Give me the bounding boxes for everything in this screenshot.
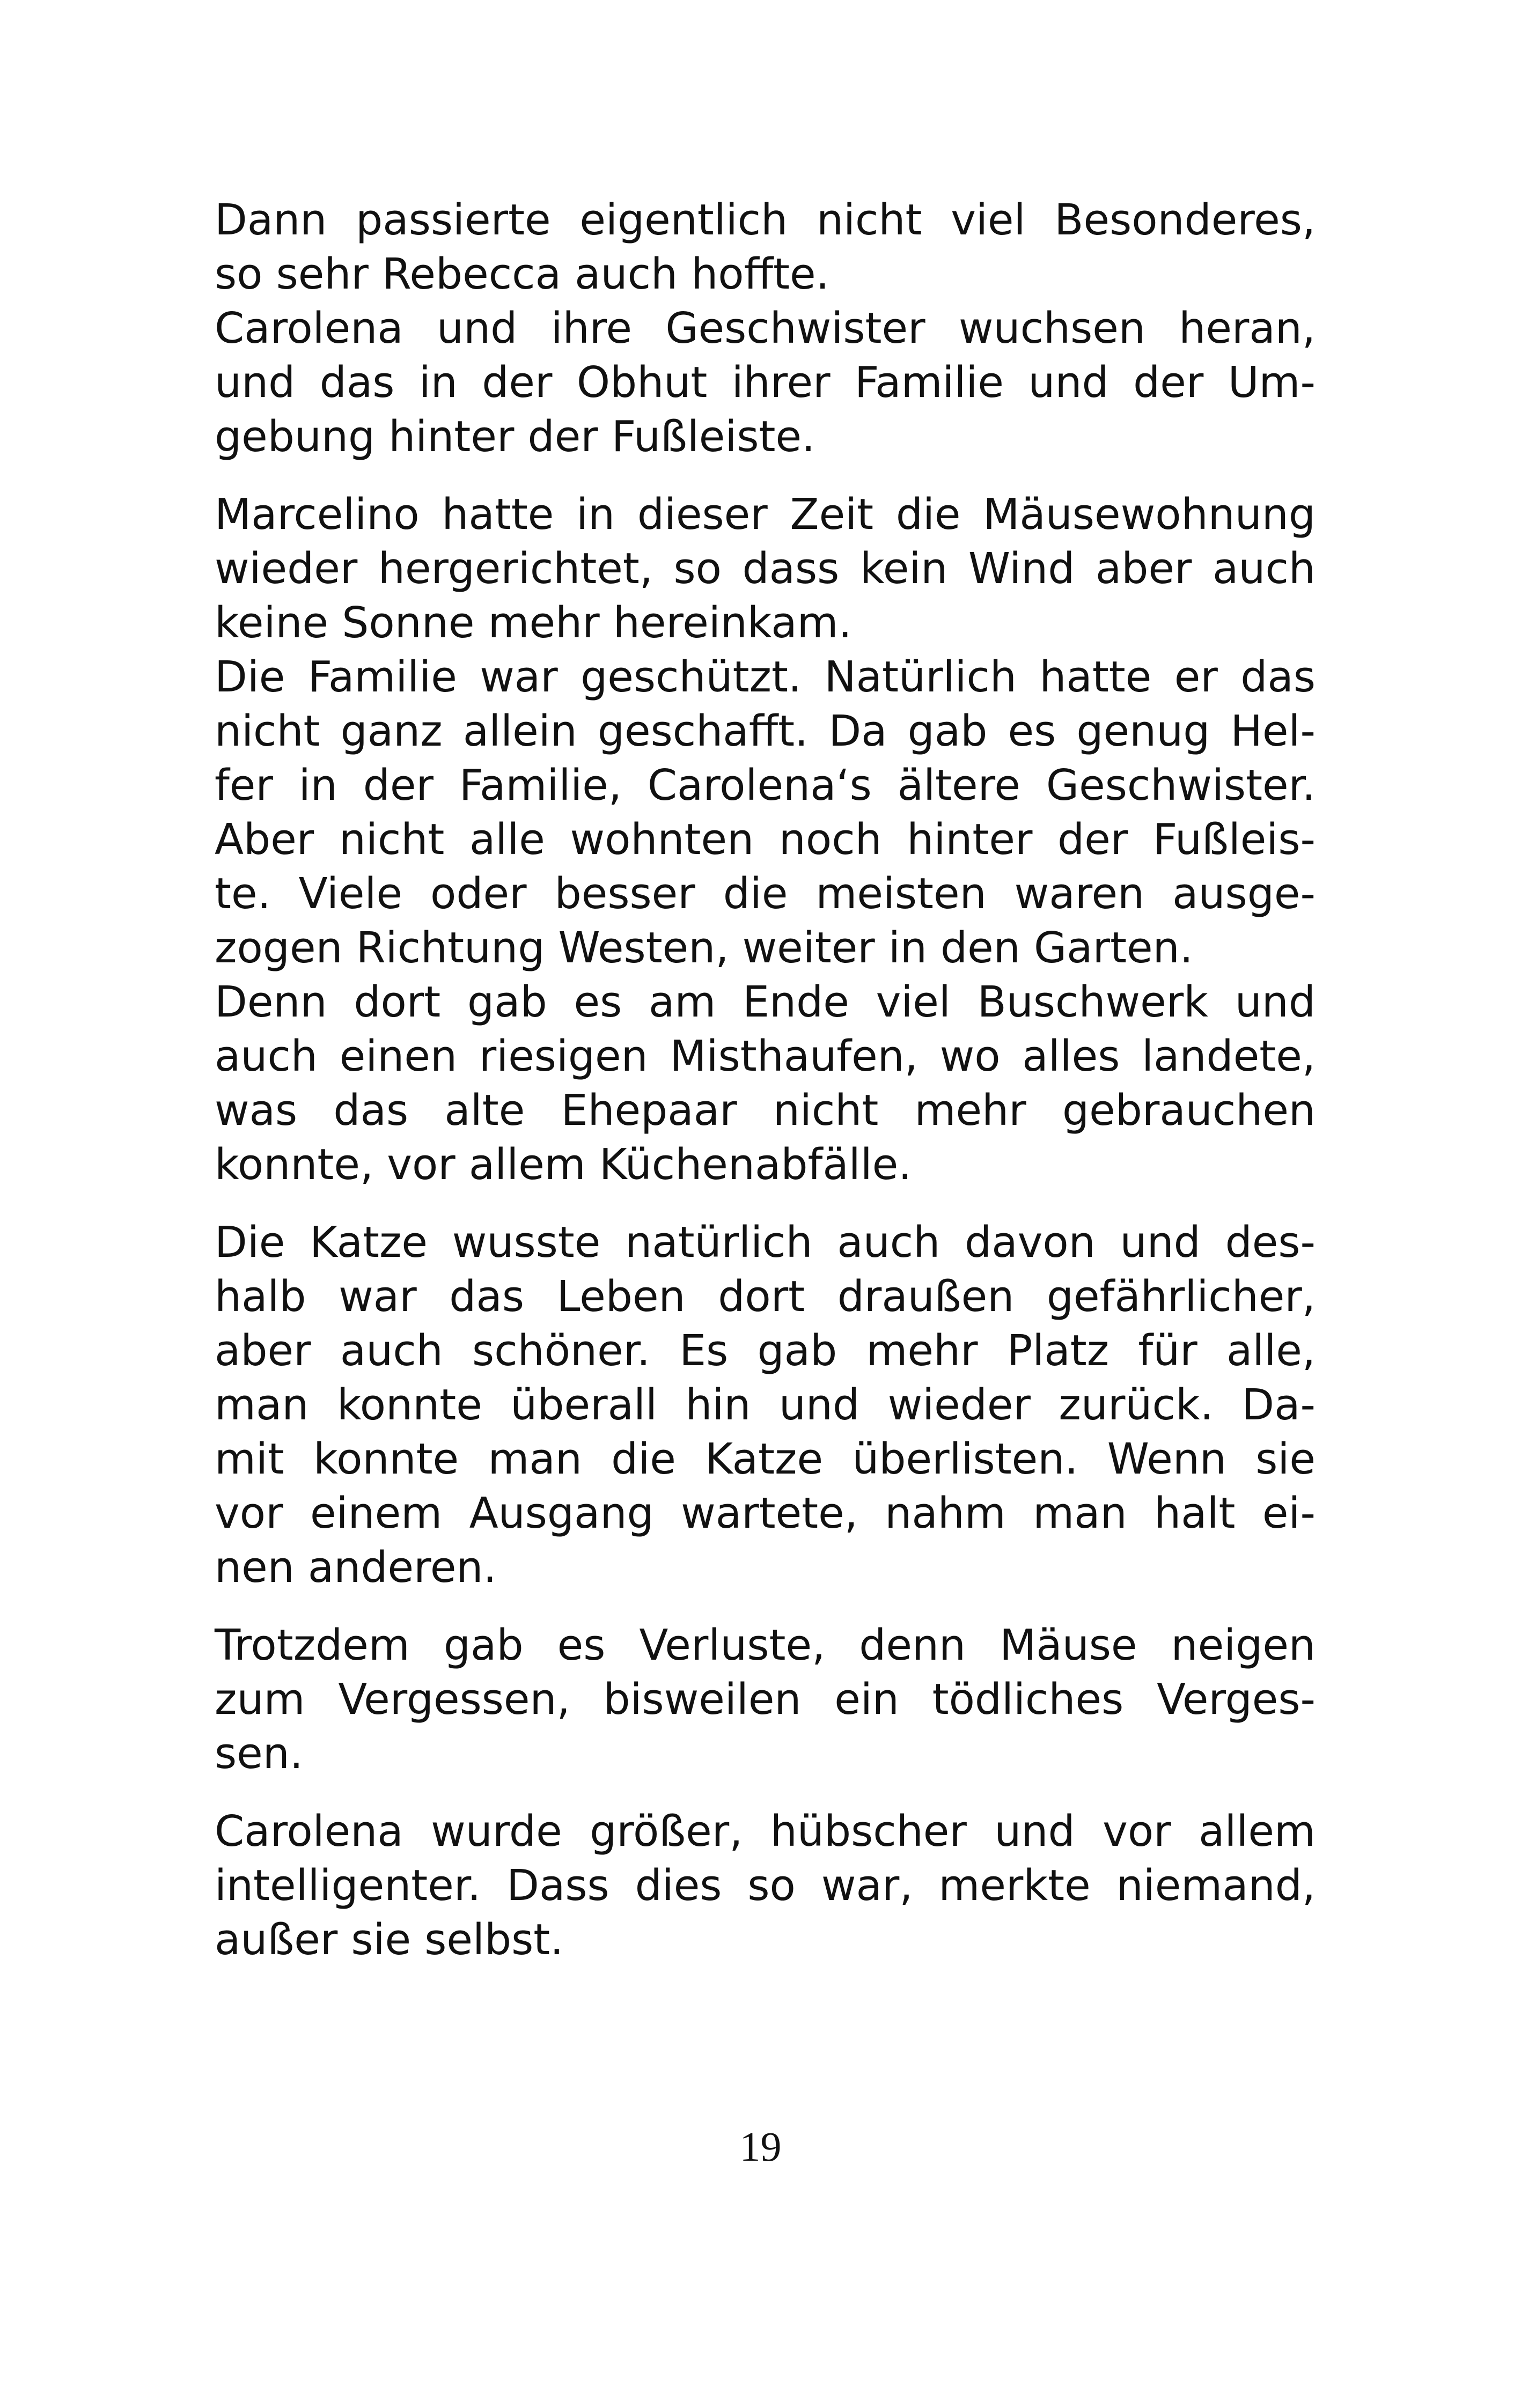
text-line: Carolena wurde größer, hübscher und vor allem xyxy=(215,1807,1316,1856)
text-line: sen. xyxy=(215,1729,303,1778)
text-line: Denn dort gab es am Ende viel Buschwerk und xyxy=(215,977,1316,1027)
text-line: wieder hergerichtet, so dass kein Wind aber auch xyxy=(215,544,1316,593)
text-line: te. Viele oder besser die meisten waren ausge- xyxy=(215,869,1316,918)
page-number: 19 xyxy=(739,2123,782,2170)
body-text xyxy=(215,193,1316,1967)
text-line: gebung hinter der Fußleiste. xyxy=(215,412,815,461)
text-line: nicht ganz allein geschafft. Da gab es genug Hel- xyxy=(215,706,1316,756)
paragraph-2 xyxy=(215,488,1316,1192)
text-line: halb war das Leben dort draußen gefährlicher, xyxy=(215,1272,1316,1321)
paragraph-4 xyxy=(215,1618,1316,1781)
text-line: und das in der Obhut ihrer Familie und der Um- xyxy=(215,358,1316,407)
text-line: Die Katze wusste natürlich auch davon und des- xyxy=(215,1218,1316,1267)
text-line: Die Familie war geschützt. Natürlich hatte er das xyxy=(215,652,1316,702)
text-line: mit konnte man die Katze überlisten. Wenn sie xyxy=(215,1434,1316,1484)
text-line: zum Vergessen, bisweilen ein tödliches Verges- xyxy=(215,1675,1316,1724)
text-line: man konnte überall hin und wieder zurück. Da- xyxy=(215,1380,1316,1430)
text-line: was das alte Ehepaar nicht mehr gebrauchen xyxy=(215,1086,1316,1135)
paragraph-5 xyxy=(215,1805,1316,1967)
text-line: aber auch schöner. Es gab mehr Platz für alle, xyxy=(215,1326,1316,1375)
text-line: konnte, vor allem Küchenabfälle. xyxy=(215,1140,912,1189)
text-line: Carolena und ihre Geschwister wuchsen heran, xyxy=(215,304,1316,353)
text-line: nen anderen. xyxy=(215,1543,497,1592)
paragraph-1 xyxy=(215,193,1316,464)
text-line: auch einen riesigen Misthaufen, wo alles landete, xyxy=(215,1032,1316,1081)
text-line: Aber nicht alle wohnten noch hinter der Fußleis- xyxy=(215,815,1316,864)
text-line: außer sie selbst. xyxy=(215,1915,564,1964)
text-line: zogen Richtung Westen, weiter in den Garten. xyxy=(215,923,1193,973)
text-line: intelligenter. Dass dies so war, merkte niemand, xyxy=(215,1861,1316,1910)
paragraph-3 xyxy=(215,1216,1316,1595)
text-line: vor einem Ausgang wartete, nahm man halt ei- xyxy=(215,1489,1316,1538)
text-line: keine Sonne mehr hereinkam. xyxy=(215,598,852,647)
text-line: fer in der Familie, Carolena‘s ältere Geschwister. xyxy=(215,761,1316,810)
text-line: Marcelino hatte in dieser Zeit die Mäusewohnung xyxy=(215,490,1316,539)
text-line: so sehr Rebecca auch hoffte. xyxy=(215,249,829,299)
text-line: Dann passierte eigentlich nicht viel Besonderes, xyxy=(215,195,1316,245)
text-line: Trotzdem gab es Verluste, denn Mäuse neigen xyxy=(215,1621,1316,1670)
